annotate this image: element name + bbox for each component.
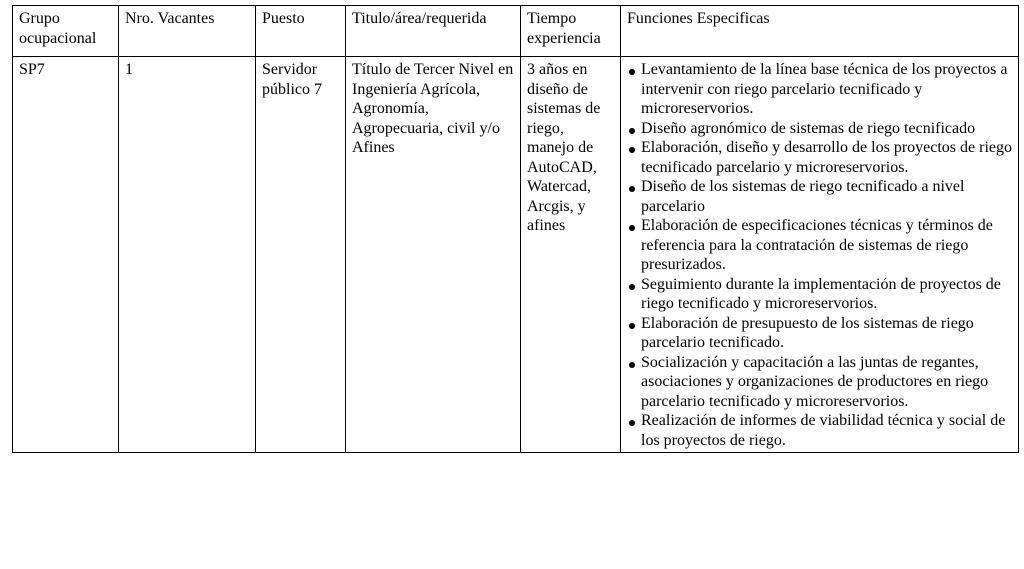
- cell-vacantes: 1: [119, 57, 256, 453]
- header-titulo: Titulo/área/requerida: [346, 6, 521, 57]
- cell-tiempo: 3 años en diseño de sistemas de riego, manejo de AutoCAD, Watercad, Arcgis, y afines: [521, 57, 621, 453]
- job-table: [12, 5, 1019, 453]
- list-item: Elaboración de especificaciones técnicas y términos de referencia para la contratación de sistemas de riego presurizados.: [627, 216, 1012, 275]
- cell-funciones: [621, 57, 1019, 453]
- list-item: Elaboración de presupuesto de los sistemas de riego parcelario tecnificado.: [627, 314, 1012, 353]
- cell-grupo: SP7: [13, 57, 119, 453]
- list-item: Diseño de los sistemas de riego tecnificado a nivel parcelario: [627, 177, 1012, 216]
- header-tiempo-experiencia: Tiempo experiencia: [521, 6, 621, 57]
- header-grupo-ocupacional: Grupo ocupacional: [13, 6, 119, 57]
- funciones-list: [627, 60, 1012, 450]
- cell-titulo: Título de Tercer Nivel en Ingeniería Agrícola, Agronomía, Agropecuaria, civil y/o Afines: [346, 57, 521, 453]
- table-row: [13, 57, 1019, 453]
- header-nro-vacantes: Nro. Vacantes: [119, 6, 256, 57]
- list-item: Realización de informes de viabilidad técnica y social de los proyectos de riego.: [627, 411, 1012, 450]
- list-item: Elaboración, diseño y desarrollo de los proyectos de riego tecnificado parcelario y microreservorios.: [627, 138, 1012, 177]
- header-funciones: Funciones Especificas: [621, 6, 1019, 57]
- header-puesto: Puesto: [256, 6, 346, 57]
- list-item: Levantamiento de la línea base técnica de los proyectos a intervenir con riego parcelario tecnificado y microreservorios.: [627, 60, 1012, 119]
- header-row: [13, 6, 1019, 57]
- list-item: Seguimiento durante la implementación de proyectos de riego tecnificado y microreservorios.: [627, 275, 1012, 314]
- list-item: Diseño agronómico de sistemas de riego tecnificado: [627, 119, 1012, 139]
- cell-puesto: Servidor público 7: [256, 57, 346, 453]
- list-item: Socialización y capacitación a las juntas de regantes, asociaciones y organizaciones de productores en riego parcelario tecnificado y microreservorios.: [627, 353, 1012, 412]
